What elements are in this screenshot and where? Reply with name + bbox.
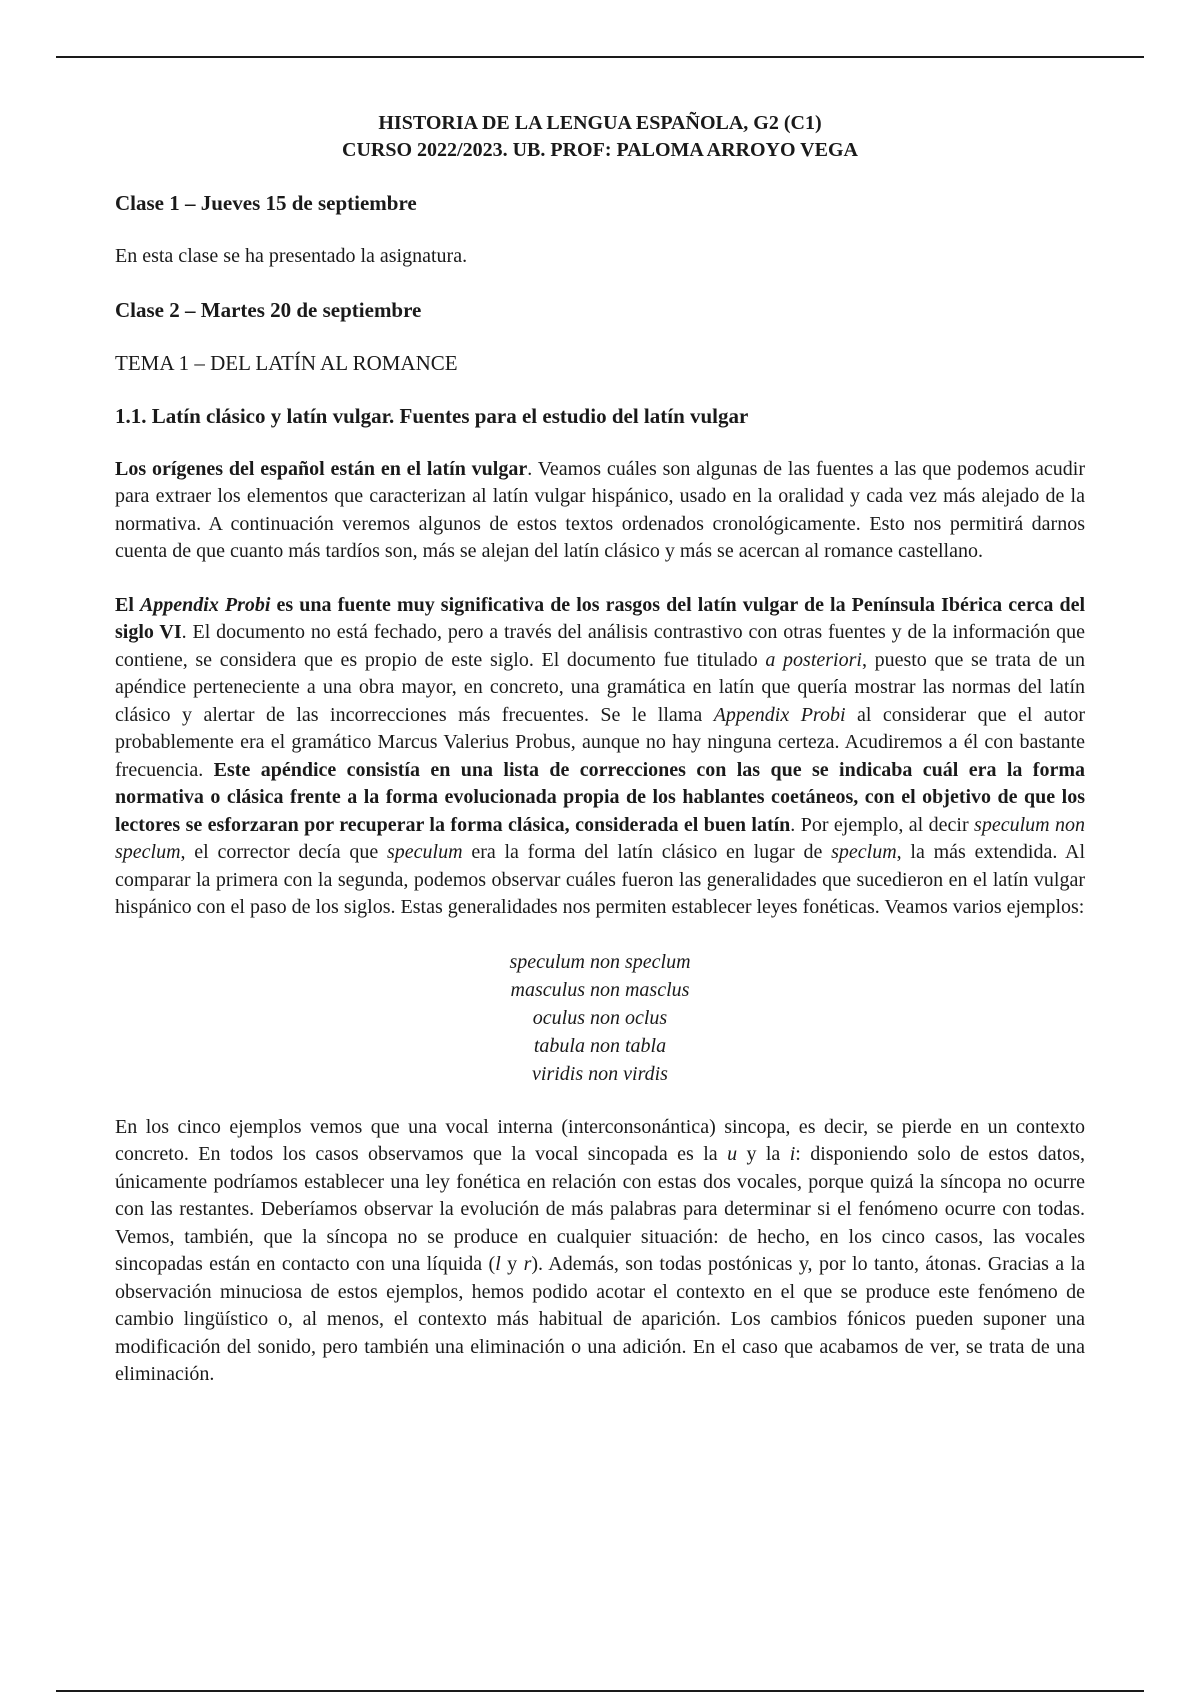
analysis-text-3: : disponiendo solo de estos datos, únicamente podríamos establecer una ley fonética en relación con estas dos vocales, porque quizá la síncopa no ocurre con las restantes. Deberíamos observar la evolución de más palabras para determinar si el fenómeno ocurre con todas. Vemos, también, que la síncopa no se produce en cualquier situación: de hecho, en los cinco casos, las vocales sincopadas están en contacto con una líquida ( [115,1143,1085,1275]
appendix-italic-5: speclum [831,841,897,863]
appendix-bold-2: es una fuente muy significativa de los rasgos del latín vulgar de la Península Ibérica cerca del siglo VI [115,593,1086,643]
clase-1-heading: Clase 1 – Jueves 15 de septiembre [115,191,417,215]
appendix-italic-4: speculum [387,841,463,863]
appendix-text-2: , puesto que se trata de un apéndice perteneciente a una obra mayor, en concreto, una gramática en latín que quería mostrar las normas del latín clásico y alertar de las incorrecciones más frecuentes. Se le llama [115,648,1085,726]
title-line-2: CURSO 2022/2023. UB. PROF: PALOMA ARROYO VEGA [342,139,858,161]
examples-list [115,948,1085,1088]
analysis-italic-r: r [523,1253,532,1275]
paragraph-origins-text: . Veamos cuáles son algunas de las fuentes a las que podemos acudir para extraer los elementos que caracterizan al latín vulgar hispánico, usado en la oralidad y cada vez más alejado de la normativa. A continuación veremos algunos de estos textos ordenados cronológicamente. Esto nos permitirá darnos cuenta de que cuanto más tardíos son, más se alejan del latín clásico y más se acercan al romance castellano. [115,457,1085,562]
bottom-rule [56,1690,1144,1692]
clase-1-text: En esta clase se ha presentado la asignatura. [115,245,468,267]
example-item: speculum non speclum [509,950,691,973]
tema-heading: TEMA 1 – DEL LATÍN AL ROMANCE [115,350,458,375]
analysis-italic-u: u [727,1143,738,1165]
section-heading: 1.1. Latín clásico y latín vulgar. Fuentes para el estudio del latín vulgar [115,403,749,428]
paragraph-origins-bold: Los orígenes del español están en el latín vulgar [115,457,528,480]
appendix-bold-3: Este apéndice consistía en una lista de correcciones con las que se indicaba cuál era la forma normativa o clásica frente a la forma evolucionada propia de los hablantes coetáneos, con el objetivo de que los lectores se esforzaran por recuperar la forma clásica, considerada el buen latín [115,758,1085,836]
example-item: tabula non tabla [533,1034,667,1057]
example-item: oculus non oclus [532,1006,668,1029]
example-item: masculus non masclus [510,978,690,1001]
appendix-title-italic: Appendix Probi [139,593,271,616]
analysis-italic-l: l [495,1253,501,1275]
appendix-italic-3: speculum non speclum [115,813,1085,863]
clase-2-heading: Clase 2 – Martes 20 de septiembre [115,297,422,322]
analysis-text-1: En los cinco ejemplos vemos que una vocal interna (interconsonántica) sincopa, es decir, se pierde en un contexto concreto. En todos los casos observamos que la vocal sincopada es la [115,1115,1085,1165]
appendix-text-1: . El documento no está fechado, pero a través del análisis contrastivo con otras fuentes y de la información que contiene, se considera que es propio de este siglo. El documento fue titulado [115,621,1085,671]
appendix-text-5: , el corrector decía que [180,841,388,863]
appendix-bold-1: El [115,593,140,616]
appendix-italic-1: a posteriori [765,648,862,671]
analysis-text-2: y la [737,1143,790,1165]
paragraph-appendix [115,592,1085,922]
appendix-text-4: . Por ejemplo, al decir [790,813,975,836]
title-line-1: HISTORIA DE LA LENGUA ESPAÑOLA, G2 (C1) [378,112,822,134]
paragraph-origins [115,456,1085,566]
analysis-text-5: ). Además, son todas postónicas y, por lo tanto, átonas. Gracias a la observación minuciosa de estos ejemplos, hemos podido acotar el contexto en el que se produce este fenómeno de cambio lingüístico o, al menos, el contexto más habitual de aparición. Los cambios fónicos pueden suponer una modificación del sonido, pero también una eliminación o una adición. En el caso que acabamos de ver, se trata de una eliminación. [115,1253,1086,1385]
document-title [115,110,1085,164]
analysis-text-4: y [500,1253,524,1275]
document-body [115,110,1085,1415]
appendix-italic-2: Appendix Probi [713,703,846,726]
example-item: viridis non virdis [532,1062,668,1085]
appendix-text-3: al considerar que el autor probablemente era el gramático Marcus Valerius Probus, aunque no hay ninguna certeza. Acudiremos a él con bastante frecuencia. [115,703,1085,781]
analysis-italic-i: i [789,1143,796,1165]
appendix-text-6: era la forma del latín clásico en lugar de [462,841,832,863]
appendix-text-7: , la más extendida. Al comparar la primera con la segunda, podemos observar cuáles fueron las generalidades que sucedieron en el latín vulgar hispánico con el paso de los siglos. Estas generalidades nos permiten establecer leyes fonéticas. Veamos varios ejemplos: [115,841,1085,918]
paragraph-analysis [115,1114,1085,1389]
top-rule [56,56,1144,58]
